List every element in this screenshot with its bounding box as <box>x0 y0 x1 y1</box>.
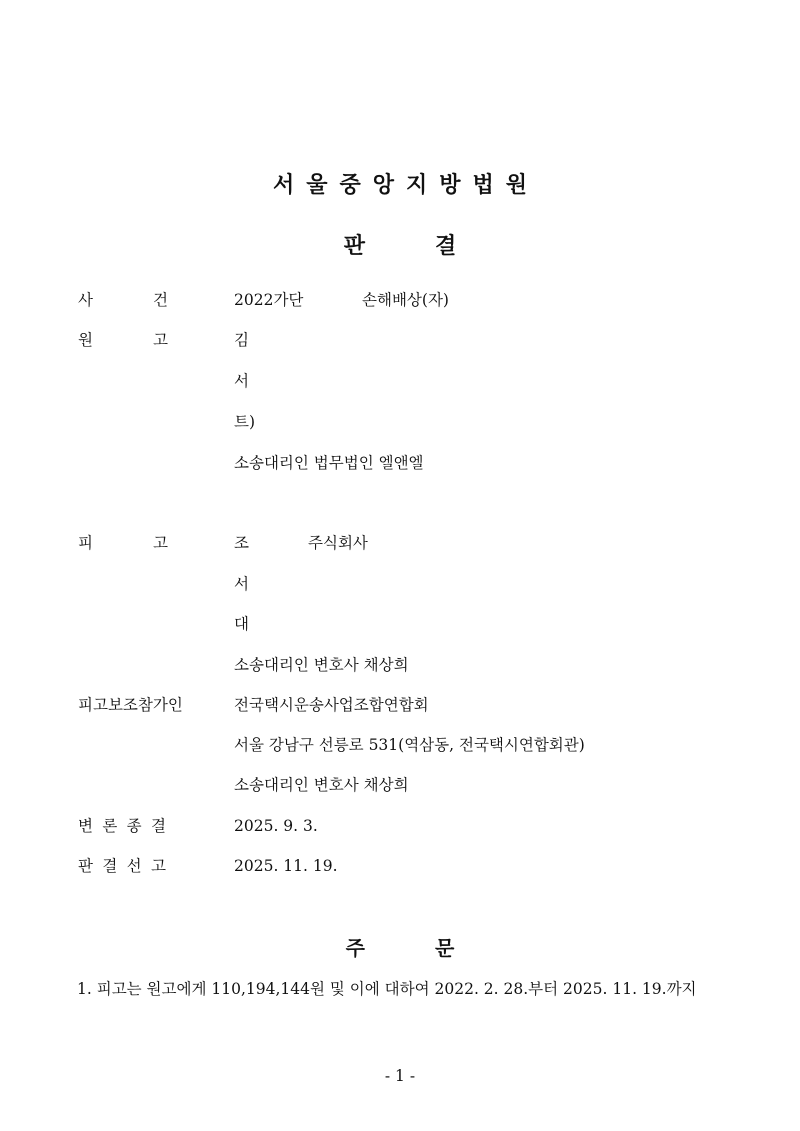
case-label: 사 건 <box>78 291 168 309</box>
plaintiff-counsel: 소송대리인 법무법인 엘앤엘 <box>234 454 424 472</box>
defendant-name-rest: 주식회사 <box>308 534 368 552</box>
intervenor-counsel: 소송대리인 변호사 채상희 <box>234 776 409 794</box>
judgment-title <box>0 229 800 260</box>
pronouncement-date: 2025. 11. 19. <box>234 857 338 875</box>
plaintiff-line: 트) <box>234 413 256 431</box>
order-title-char: 주 <box>345 936 365 960</box>
defendant-line: 서 <box>234 575 249 593</box>
closing-label: 변 론 종 결 <box>78 817 166 835</box>
order-item: 1. 피고는 원고에게 110,194,144원 및 이에 대하여 2022. 2. 28.부터 2025. 11. 19.까지 <box>77 980 697 998</box>
intervenor-address: 서울 강남구 선릉로 531(역삼동, 전국택시연합회관) <box>234 736 585 754</box>
order-title <box>0 932 800 961</box>
judgment-title-char: 결 <box>435 234 457 259</box>
plaintiff-line: 서 <box>234 372 249 390</box>
defendant-label: 피 고 <box>78 534 168 552</box>
defendant-line: 대 <box>234 615 249 633</box>
judgment-title-char: 판 <box>343 234 365 259</box>
defendant-name-first: 조 <box>234 534 249 552</box>
court-name: 서울중앙지방법원 <box>272 173 540 198</box>
defendant-counsel: 소송대리인 변호사 채상희 <box>234 656 409 674</box>
plaintiff-label: 원 고 <box>78 331 168 349</box>
pronouncement-label: 판 결 선 고 <box>78 857 166 875</box>
intervenor-label: 피고보조참가인 <box>78 696 183 714</box>
case-number: 2022가단 <box>234 291 304 309</box>
case-name: 손해배상(자) <box>362 291 449 309</box>
closing-date: 2025. 9. 3. <box>234 817 318 835</box>
order-title-char: 문 <box>435 936 455 960</box>
plaintiff-line: 김 <box>234 331 249 349</box>
page-number: - 1 - <box>384 1067 416 1085</box>
intervenor-name: 전국택시운송사업조합연합회 <box>234 696 429 714</box>
